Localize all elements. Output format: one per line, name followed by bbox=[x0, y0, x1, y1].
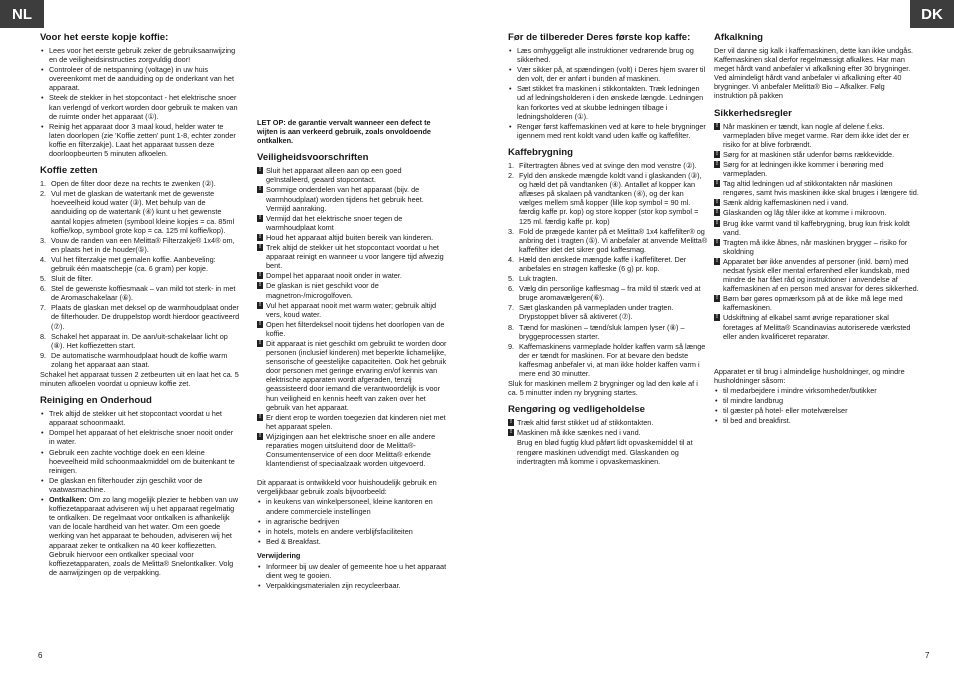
step-item: 1. Open de filter door deze na rechts te zwenken (②). bbox=[40, 179, 216, 189]
list-item: • in keukens van winkelpersoneel, kleine kantoren en andere commerciele instellingen bbox=[257, 497, 447, 515]
step-item: 6. Vælg din personlige kaffesmag – fra mild til stærk ved at bruge aromavælgeren(⑥). bbox=[508, 284, 701, 303]
safety-item: ! Dompel het apparaat nooit onder in water. bbox=[259, 271, 402, 281]
safety-item: ! Vermijd dat het elektrische snoer tegen de warmhoudplaat komt bbox=[259, 213, 403, 232]
exclamation-icon: ! bbox=[716, 295, 718, 302]
step-item: 5. Sluit de filter. bbox=[40, 274, 93, 284]
safety-item: ! Sørg for at maskinen står udenfor børns rækkevidde. bbox=[716, 149, 895, 159]
list-item-descale: • Ontkalken: Om zo lang mogelijk plezier te hebben van uw koffiezetapparaat adviseren wij u het apparaat regelmatig te ontkalken. De regelmaat voor ontkalken is afhankelijk van de locale hardheid van het water. Om een goede werking van het apparaat te behouden, adviseren wij het apparaat zeker te ontkalken na 40 keer koffiezetten. Gebruik hiervoor een ontkalker speciaal voor koffiezetapparaten, zoals de Melitta® Snelontkalker. Volg de aanwijzingen op de verpakking. bbox=[40, 495, 240, 577]
safety-item: ! Udskiftning af elkabel samt øvrige reparationer skal foretages af Melitta® Scandinavias autoriserede værksted eller anden kvalificeret reparatør. bbox=[716, 313, 911, 341]
page-number-left: 6 bbox=[38, 651, 43, 660]
usage-intro-dk: Apparatet er til brug i almindelige husholdninger, og mindre husholdninger såsom: bbox=[714, 366, 905, 385]
step-item: 3. Fold de prægede kanter på et Melitta® 1x4 kaffefilter® og anbring det i tragten (⑤). Vi anbefaler at anvende Melitta® kaffefilter idet det sikrer god kaffesmag. bbox=[508, 226, 708, 254]
exclamation-icon: ! bbox=[510, 429, 512, 436]
list-item: • De glaskan en filterhouder zijn geschikt voor de vaatwasmachine. bbox=[40, 476, 240, 494]
section-heading-disposal: Verwijdering bbox=[257, 550, 301, 560]
exclamation-icon: ! bbox=[716, 160, 718, 167]
column-dk-right bbox=[714, 32, 919, 426]
safety-item: ! Er dient erop te worden toegezien dat kinderen niet met het apparaat spelen. bbox=[259, 412, 446, 431]
list-item: • til bed and breakfirst. bbox=[714, 416, 919, 425]
descaling-text: Der vil danne sig kalk i kaffemaskinen, dette kan ikke undgås. Kaffemaskinen skal derfor regelmæssigt afkalkes. Har man meget hårdt vand anbefaler vi afkalkning efter 30 brygninger. Ved almindeligt hårdt vand anbefaler vi afkalkning efter 40 brygninger. Vi anbefaler Melitta® Bio – Afkalker. Følg instruktion på pakken bbox=[714, 46, 914, 101]
section-heading-descaling: Afkalkning bbox=[714, 32, 764, 43]
step-item: 9. Kaffemaskinens varmeplade holder kaffen varm så længe der er tændt for maskinen. For at bevare den bedste kaffesmag anbefaler vi, at man ikke holder kaffen varm i mere end 30 minutter. bbox=[508, 341, 706, 378]
brewing-steps-dk bbox=[508, 161, 708, 378]
first-coffee-list bbox=[40, 46, 240, 158]
brewing-note-dk: Sluk for maskinen mellem 2 brygninger og lad den køle af i ca. 5 minutter inden ny brygning startes. bbox=[508, 379, 698, 398]
exclamation-icon: ! bbox=[259, 413, 261, 420]
list-item: • Trek altijd de stekker uit het stopcontact voordat u het apparaat schoonmaakt. bbox=[40, 409, 240, 427]
step-item: 2. Vul met de glaskan de watertank met de gewenste hoeveelheid koud water (③). Met behulp van de aanduiding op de watertank (④) kunt u het gewenste aantal kopjes afmeten (symbool kleine kopjes = ca. 85ml koffie/kop, symbool grote kop = ca. 125 ml koffie/kop). bbox=[40, 189, 235, 235]
section-heading-first-use: Før de tilbereder Deres første kop kaffe: bbox=[508, 32, 691, 43]
usage-intro: Dit apparaat is ontwikkeld voor huishoudelijk gebruik en vergelijkbaar gebruik zoals bijvoorbeeld: bbox=[257, 478, 437, 497]
step-item: 6. Stel de gewenste koffiesmaak – van mild tot sterk- in met de Aromaschakelaar (⑥). bbox=[40, 284, 236, 303]
exclamation-icon: ! bbox=[259, 186, 261, 193]
list-item: • in hotels, motels en andere verblijfsfaciliteiten bbox=[257, 527, 447, 536]
list-item: • Sæt stikket fra maskinen i stikkontakten. Træk ledningen ud af ledningsholderen i den ønskede længde. Ledningen kan forkortes ved at skubbe ledningen tilbage i ledningsholderen (①). bbox=[508, 84, 708, 120]
safety-item: ! Tag altid ledningen ud af stikkontakten når maskinen rengøres, samt hvis maskinen ikke skal bruges i længere tid. bbox=[716, 179, 919, 198]
exclamation-icon: ! bbox=[716, 180, 718, 187]
safety-item: ! Dit apparaat is niet geschikt om gebruikt te worden door personen (inclusief kinderen) met beperkte lichamelijke, sensorische of geestelijke capaciteiten. Ook het gebruik door personen met geringe ervaring en/of kennis van elektrische apparaten wordt afgeraden, tenzij geassisteerd door iemand die verantwoordelijk is voor hun veiligheid en kennis heeft van zaken over het gebruik van het apparaat. bbox=[259, 338, 447, 412]
column-nl-right bbox=[257, 32, 447, 591]
step-item: 8. Tænd for maskinen – tænd/sluk lampen lyser (⑧) – bryggeprocessen starter. bbox=[508, 322, 685, 341]
step-item: 4. Vul het filterzakje met gemalen koffie. Aanbeveling: gebruik één maatschepje (ca. 6 gram) per kopje. bbox=[40, 254, 216, 273]
usage-list-dk bbox=[714, 386, 919, 425]
exclamation-icon: ! bbox=[259, 339, 261, 346]
list-item: • Reinig het apparaat door 3 maal koud, helder water te laten doorlopen (zie 'Koffie zetten' punt 1-8, echter zonder koffie en filterzakje). Laat het apparaat tussen deze doorloopbeurten 5 minuten afkoelen. bbox=[40, 122, 240, 158]
exclamation-icon: ! bbox=[716, 122, 718, 129]
step-item: 9. De automatische warmhoudplaat houdt de koffie warm zolang het apparaat aan staat. bbox=[40, 350, 228, 369]
list-item: • Vær sikker på, at spændingen (volt) i Deres hjem svarer til den volt, der er anført i bunden af maskinen. bbox=[508, 65, 708, 83]
step-item: 2. Fyld den ønskede mængde koldt vand i glaskanden (③), og hæld det på vandtanken (④). Antallet af kopper kan aflæses på skalaen på vandtanken (④), og der kan vælges mellem små kopper (lille kop symbol = 90 ml. færdig kaffe pr. kop) og store kopper (stor kop symbol = 125 ml. færdig kaffe pr. kop) bbox=[508, 171, 702, 226]
list-item: • Informeer bij uw dealer of gemeente hoe u het apparaat dient weg te gooien. bbox=[257, 562, 447, 580]
exclamation-icon: ! bbox=[716, 199, 718, 206]
exclamation-icon: ! bbox=[259, 301, 261, 308]
step-item: 5. Luk tragten. bbox=[508, 274, 558, 284]
list-item: • Bed & Breakfast. bbox=[257, 537, 447, 546]
section-heading-cleaning: Reiniging en Onderhoud bbox=[40, 395, 152, 407]
cleaning-text-dk: Brug en blød fugtig klud påført lidt opvaskemiddel til at rengøre maskinen udvendigt med. Glaskanden og indertragten må komme i opvaskemaskinen. bbox=[517, 438, 693, 466]
exclamation-icon: ! bbox=[716, 209, 718, 216]
list-item: • Gebruik een zachte vochtige doek en een kleine hoeveelheid mild schoonmaakmiddel om de buitenkant te reinigen. bbox=[40, 448, 240, 475]
disposal-list bbox=[257, 562, 447, 590]
list-item: • Dompel het apparaat of het elektrische snoer nooit onder in water. bbox=[40, 428, 240, 446]
safety-item: ! Brug ikke varmt vand til kaffebrygning, brug kun frisk koldt vand. bbox=[716, 218, 910, 237]
exclamation-icon: ! bbox=[259, 282, 261, 289]
safety-item: ! Wijzigingen aan het elektrische snoer en alle andere reparaties mogen uitsluitend door de Melitta®-Consumentenservice of een door Melitta® erkende klantendienst of speciaalzaak worden uitgevoerd. bbox=[259, 431, 436, 469]
step-item: 8. Schakel het apparaat in. De aan/uit-schakelaar licht op (⑧). Het koffiezetten start. bbox=[40, 331, 228, 350]
exclamation-icon: ! bbox=[259, 272, 261, 279]
page-number-right: 7 bbox=[925, 651, 930, 660]
safety-item: ! Houd het apparaat altijd buiten bereik van kinderen. bbox=[259, 232, 434, 242]
cleaning-list bbox=[40, 409, 240, 577]
list-item: • til mindre landbrug bbox=[714, 396, 919, 405]
safety-item: ! Glaskanden og låg tåler ikke at komme i mikroovn. bbox=[716, 208, 887, 218]
safety-item: ! Trek altijd de stekker uit het stopcontact voordat u het apparaat reinigt en wanneer u voor langere tijd afwezig bent. bbox=[259, 243, 444, 271]
section-heading-brewing: Koffie zetten bbox=[40, 165, 98, 177]
safety-item: ! Sluit het apparaat alleen aan op een goed geïnstalleerd, geaard stopcontact. bbox=[259, 166, 402, 185]
brewing-note: Schakel het apparaat tussen 2 zetbeurten uit en laat het ca. 5 minuten afkoelen voordat u opnieuw koffie zet. bbox=[40, 370, 239, 389]
exclamation-icon: ! bbox=[716, 238, 718, 245]
list-item: • Steek de stekker in het stopcontact - het elektrische snoer kan verlengd of verkort worden door gebruik te maken van de ruimte onder het apparaat (①). bbox=[40, 93, 240, 120]
list-item: • Controleer of de netspanning (voltage) in uw huis overeenkomt met de aanduiding op de onderkant van het apparaat. bbox=[40, 65, 240, 92]
section-heading-safety: Veiligheidsvoorschriften bbox=[257, 152, 369, 164]
language-tab-nl: NL bbox=[0, 0, 44, 28]
column-nl-left bbox=[40, 32, 240, 578]
step-item: 4. Hæld den ønskede mængde kaffe i kaffefilteret. Der anbefales en strøgen kaffeske (6 g) pr. kop. bbox=[508, 254, 687, 273]
section-heading-brewing-dk: Kaffebrygning bbox=[508, 146, 574, 158]
section-heading-first-coffee: Voor het eerste kopje koffie: bbox=[40, 32, 169, 43]
exclamation-icon: ! bbox=[259, 432, 261, 439]
exclamation-icon: ! bbox=[716, 257, 718, 264]
exclamation-icon: ! bbox=[259, 167, 261, 174]
exclamation-icon: ! bbox=[716, 219, 718, 226]
step-item: 1. Filtertragten åbnes ved at svinge den mod venstre (②). bbox=[508, 160, 697, 170]
exclamation-icon: ! bbox=[259, 244, 261, 251]
safety-item: ! Sommige onderdelen van het apparaat (bijv. de warmhoudplaat) worden tijdens het gebruik heet. Vermijd aanraking. bbox=[259, 185, 424, 213]
step-item: 7. Sæt glaskanden på varmepladen under tragten. Drypstoppet bliver så aktiveret (⑦). bbox=[508, 303, 674, 322]
safety-item: ! Apparatet bør ikke anvendes af personer (inkl. børn) med nedsat fysisk eller mental erfarenhed eller kundskab, med mindre de har fået råd og instruktioner i anvendelse af kaffemaskinen af en person med ansvar for deres sikkerhed. bbox=[716, 256, 919, 294]
safety-item: ! Open het filterdeksel nooit tijdens het doorlopen van de koffie. bbox=[259, 319, 445, 338]
brewing-steps bbox=[40, 179, 240, 369]
safety-item: ! Sænk aldrig kaffemaskinen ned i vand. bbox=[716, 198, 849, 208]
list-item: • til gæster på hotel- eller motelværelser bbox=[714, 406, 919, 415]
column-dk-left bbox=[508, 32, 708, 467]
language-tab-dk: DK bbox=[910, 0, 954, 28]
list-item: • in agrarische bedrijven bbox=[257, 517, 447, 526]
exclamation-icon: ! bbox=[716, 150, 718, 157]
safety-item: ! Børn bør gøres opmærksom på at de ikke må lege med kaffemaskinen. bbox=[716, 294, 903, 313]
list-item: • Læs omhyggeligt alle instruktioner vedrørende brug og sikkerhed. bbox=[508, 46, 708, 64]
section-heading-safety-dk: Sikkerhedsregler bbox=[714, 107, 792, 119]
exclamation-icon: ! bbox=[510, 419, 512, 426]
safety-item: ! Tragten må ikke åbnes, når maskinen brygger – risiko for skoldning bbox=[716, 237, 908, 256]
usage-list bbox=[257, 497, 447, 545]
list-item: • Lees voor het eerste gebruik zeker de gebruiksaanwijzing en de veiligheidsinstructies zorgvuldig door! bbox=[40, 46, 240, 64]
cleaning-warning: ! Træk altid først stikket ud af stikkontakten. bbox=[510, 418, 654, 428]
safety-item: ! Vul het apparaat nooit met warm water; gebruik altijd vers, koud water. bbox=[259, 300, 437, 319]
step-item: 7. Plaats de glaskan met deksel op de warmhoudplaat onder de filterhouder. De druppelstop wordt hierdoor geactiveerd (⑦). bbox=[40, 303, 240, 331]
first-use-list bbox=[508, 46, 708, 140]
step-item: 3. Vouw de randen van een Melitta® Filterzakje® 1x4® om, en plaats het in de houder(⑤). bbox=[40, 235, 235, 254]
warranty-note: LET OP: de garantie vervalt wanneer een defect te wijten is aan verkeerd gebruik, zoals onvoldoende ontkalken. bbox=[257, 118, 431, 146]
exclamation-icon: ! bbox=[259, 214, 261, 221]
list-item: • Verpakkingsmaterialen zijn recycleerbaar. bbox=[257, 581, 447, 590]
safety-item: ! Sørg for at ledningen ikke kommer i berøring med varmepladen. bbox=[716, 159, 884, 179]
section-heading-cleaning-dk: Rengøring og vedligeholdelse bbox=[508, 404, 645, 416]
safety-item: ! Når maskinen er tændt, kan nogle af delene f.eks. varmepladen blive meget varme. Rør dem ikke idet der er risiko for at blive forbrændt. bbox=[716, 121, 910, 149]
list-item: • til medarbejdere i mindre virksomheder/butikker bbox=[714, 386, 919, 395]
exclamation-icon: ! bbox=[259, 233, 261, 240]
safety-item: ! De glaskan is niet geschikt voor de magnetron-/microgolfoven. bbox=[259, 281, 379, 300]
exclamation-icon: ! bbox=[716, 314, 718, 321]
list-item: • Rengør først kaffemaskinen ved at køre to hele brygninger igennem med rent koldt vand uden kaffe og kaffefilter. bbox=[508, 122, 708, 140]
descale-continued-spacer bbox=[257, 32, 447, 116]
cleaning-warning: ! Maskinen må ikke sænkes ned i vand. bbox=[510, 428, 641, 438]
exclamation-icon: ! bbox=[259, 320, 261, 327]
